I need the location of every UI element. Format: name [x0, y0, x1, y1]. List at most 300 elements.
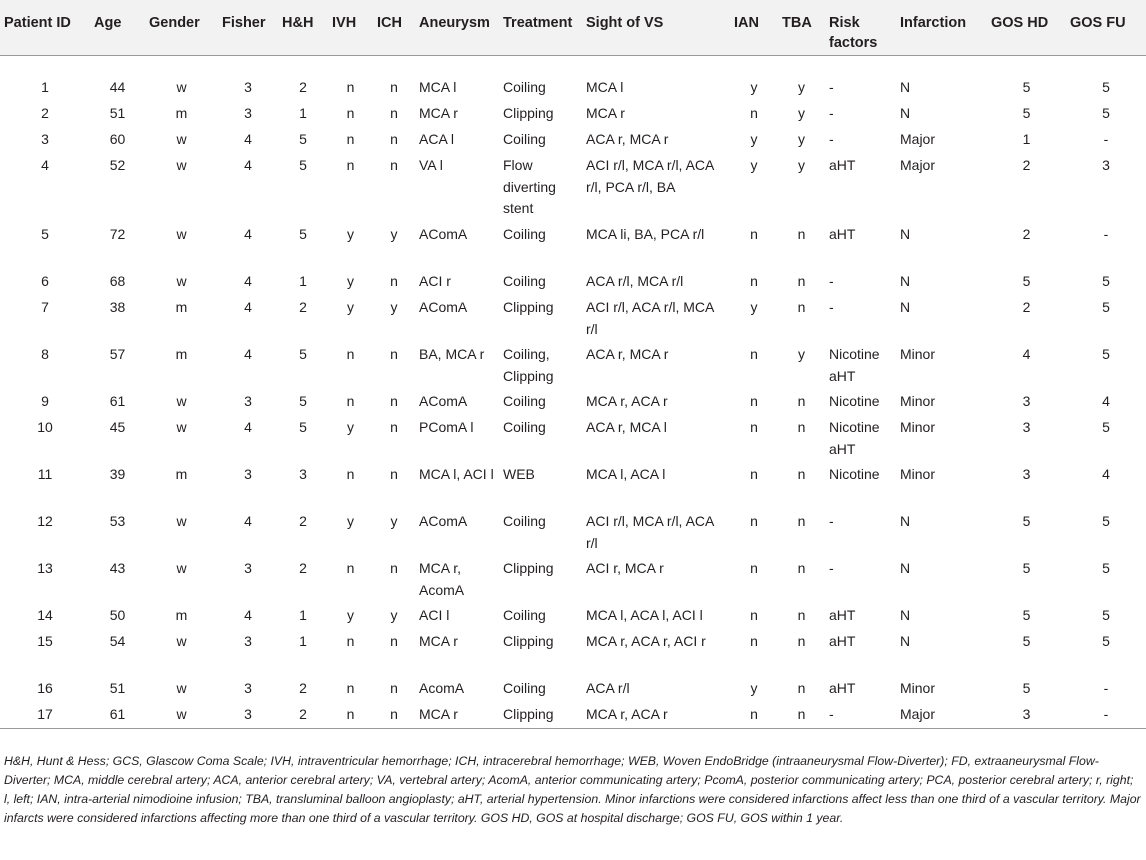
cell-gos-hd: 2	[1022, 299, 1031, 315]
cell-hh: 2	[299, 560, 307, 576]
table-row	[0, 271, 1146, 297]
cell-gos-fu: 5	[1102, 560, 1110, 576]
cell-aneurysm: AComA	[419, 299, 468, 315]
cell-hh: 5	[299, 131, 307, 147]
cell-infarction: Minor	[900, 419, 936, 435]
cell-tba: n	[797, 393, 806, 409]
cell-risk-factors: aHT	[829, 633, 856, 649]
table-row	[0, 297, 1146, 344]
cell-aneurysm: PComA l	[419, 419, 474, 435]
header-risk-factors: Risk factors	[825, 0, 896, 55]
cell-infarction: N	[900, 226, 911, 242]
cell-infarction: Major	[900, 131, 936, 147]
cell-ich: n	[390, 466, 398, 482]
cell-gos-fu: 5	[1102, 607, 1110, 623]
cell-infarction: Major	[900, 157, 936, 173]
cell-tba: y	[798, 157, 805, 173]
cell-sight-of-vs: MCA l, ACA l, ACI l	[586, 607, 703, 623]
cell-ivh: n	[346, 706, 355, 722]
cell-sight-of-vs: ACA r, MCA r	[586, 346, 669, 362]
cell-hh: 5	[299, 419, 307, 435]
cell-age: 68	[109, 273, 126, 289]
cell-hh: 2	[299, 706, 307, 722]
cell-infarction: N	[900, 79, 911, 95]
cell-gender: w	[176, 131, 187, 147]
cell-infarction: N	[900, 273, 911, 289]
cell-fisher: 3	[244, 79, 252, 95]
cell-patient-id: 16	[37, 680, 53, 696]
cell-treatment: Coiling	[503, 226, 546, 242]
cell-treatment: Clipping	[503, 299, 554, 315]
cell-gos-fu: 5	[1102, 419, 1110, 435]
cell-fisher: 4	[244, 273, 252, 289]
cell-age: 61	[109, 393, 126, 409]
cell-infarction: Minor	[900, 466, 936, 482]
cell-ian: n	[750, 607, 758, 623]
table-row	[0, 464, 1146, 511]
cell-treatment: Coiling, Clipping	[503, 346, 554, 384]
cell-gos-hd: 1	[1022, 131, 1031, 147]
cell-age: 72	[109, 226, 126, 242]
cell-infarction: Major	[900, 706, 936, 722]
cell-gos-fu: -	[1103, 680, 1109, 696]
cell-risk-factors: -	[829, 706, 834, 722]
cell-hh: 1	[299, 607, 307, 623]
cell-sight-of-vs: ACA r, MCA l	[586, 419, 667, 435]
cell-sight-of-vs: ACI r/l, MCA r/l, ACA r/l	[586, 513, 714, 551]
cell-ian: y	[750, 131, 758, 147]
cell-tba: y	[798, 131, 805, 147]
cell-age: 43	[109, 560, 126, 576]
cell-age: 53	[109, 513, 126, 529]
cell-ivh: y	[347, 226, 354, 242]
cell-sight-of-vs: ACI r/l, MCA r/l, ACA r/l, PCA r/l, BA	[586, 157, 714, 195]
cell-gender: w	[176, 560, 187, 576]
cell-gender: w	[176, 273, 187, 289]
cell-ich: n	[390, 633, 398, 649]
cell-sight-of-vs: MCA r, ACA r	[586, 393, 668, 409]
table-row	[0, 558, 1146, 605]
cell-risk-factors: Nicotine	[829, 466, 880, 482]
cell-infarction: N	[900, 299, 911, 315]
cell-aneurysm: AcomA	[419, 680, 465, 696]
cell-aneurysm: MCA r	[419, 105, 458, 121]
cell-gender: w	[176, 79, 187, 95]
cell-ich: y	[390, 226, 398, 242]
cell-ich: n	[390, 273, 398, 289]
cell-gender: w	[176, 633, 187, 649]
cell-treatment: Flow diverting stent	[503, 157, 556, 216]
cell-gender: m	[175, 105, 188, 121]
table-row	[0, 344, 1146, 391]
header-sight-of-vs: Sight of VS	[582, 0, 730, 55]
cell-gos-fu: 5	[1102, 105, 1110, 121]
cell-tba: n	[797, 466, 806, 482]
cell-treatment: Clipping	[503, 706, 554, 722]
cell-risk-factors: -	[829, 79, 834, 95]
table-row	[0, 704, 1146, 728]
cell-aneurysm: VA l	[419, 157, 443, 173]
cell-treatment: Coiling	[503, 513, 546, 529]
cell-tba: n	[797, 607, 806, 623]
cell-fisher: 3	[244, 560, 252, 576]
cell-risk-factors: -	[829, 273, 834, 289]
cell-fisher: 3	[244, 680, 252, 696]
cell-aneurysm: MCA r, AcomA	[419, 560, 465, 598]
cell-patient-id: 12	[37, 513, 53, 529]
cell-gos-hd: 5	[1022, 513, 1031, 529]
cell-ian: n	[750, 419, 758, 435]
cell-ian: n	[750, 560, 758, 576]
cell-ivh: n	[346, 633, 355, 649]
table-spacer	[0, 55, 1146, 77]
cell-sight-of-vs: MCA r, ACA r, ACI r	[586, 633, 706, 649]
cell-gos-fu: -	[1103, 706, 1109, 722]
cell-gos-fu: 5	[1102, 513, 1110, 529]
cell-ich: n	[390, 680, 398, 696]
cell-ivh: n	[346, 131, 355, 147]
cell-gos-hd: 3	[1022, 466, 1031, 482]
cell-sight-of-vs: ACI r, MCA r	[586, 560, 664, 576]
cell-age: 61	[109, 706, 126, 722]
cell-risk-factors: Nicotine aHT	[829, 346, 880, 384]
cell-age: 50	[109, 607, 126, 623]
cell-patient-id: 2	[41, 105, 49, 121]
cell-age: 44	[109, 79, 126, 95]
cell-risk-factors: aHT	[829, 157, 856, 173]
cell-patient-id: 5	[41, 226, 49, 242]
cell-tba: n	[797, 706, 806, 722]
cell-aneurysm: MCA l, ACI l	[419, 466, 494, 482]
cell-ivh: y	[347, 607, 354, 623]
cell-aneurysm: ACA l	[419, 131, 455, 147]
cell-fisher: 3	[244, 105, 252, 121]
cell-sight-of-vs: ACA r, MCA r	[586, 131, 669, 147]
cell-gos-hd: 5	[1022, 273, 1031, 289]
header-tba: TBA	[778, 0, 825, 55]
cell-tba: n	[797, 419, 806, 435]
cell-infarction: N	[900, 607, 911, 623]
cell-gos-fu: 4	[1102, 393, 1110, 409]
cell-gender: m	[175, 299, 188, 315]
cell-gos-fu: -	[1103, 226, 1109, 242]
cell-gos-fu: 5	[1102, 299, 1110, 315]
cell-gos-hd: 5	[1022, 105, 1031, 121]
cell-fisher: 4	[244, 226, 252, 242]
table-row	[0, 391, 1146, 417]
cell-sight-of-vs: MCA r	[586, 105, 625, 121]
table-row	[0, 631, 1146, 678]
cell-patient-id: 4	[41, 157, 49, 173]
header-treatment: Treatment	[499, 0, 582, 55]
cell-gender: w	[176, 226, 187, 242]
header-ivh: IVH	[328, 0, 373, 55]
cell-gender: w	[176, 680, 187, 696]
cell-aneurysm: AComA	[419, 513, 468, 529]
cell-fisher: 4	[244, 607, 252, 623]
cell-gos-hd: 5	[1022, 633, 1031, 649]
cell-infarction: N	[900, 105, 911, 121]
cell-age: 51	[109, 680, 126, 696]
cell-patient-id: 6	[41, 273, 49, 289]
cell-ivh: y	[347, 419, 354, 435]
table-row	[0, 224, 1146, 271]
cell-tba: n	[797, 560, 806, 576]
cell-gos-hd: 5	[1022, 607, 1031, 623]
cell-hh: 1	[299, 273, 307, 289]
cell-gos-fu: 3	[1102, 157, 1110, 173]
cell-gender: m	[175, 607, 188, 623]
cell-ivh: n	[346, 680, 355, 696]
cell-hh: 5	[299, 393, 307, 409]
cell-hh: 2	[299, 513, 307, 529]
cell-gos-hd: 2	[1022, 226, 1031, 242]
header-hh: H&H	[278, 0, 328, 55]
table-header-row	[0, 0, 1146, 55]
cell-gender: m	[175, 346, 188, 362]
cell-gos-hd: 2	[1022, 157, 1031, 173]
cell-ivh: y	[347, 299, 354, 315]
cell-ivh: y	[347, 513, 354, 529]
table-body	[0, 55, 1146, 728]
cell-treatment: Coiling	[503, 79, 546, 95]
cell-aneurysm: AComA	[419, 393, 468, 409]
cell-treatment: WEB	[503, 466, 535, 482]
table-row	[0, 103, 1146, 129]
cell-hh: 1	[299, 633, 307, 649]
cell-gos-hd: 5	[1022, 560, 1031, 576]
cell-tba: n	[797, 633, 806, 649]
cell-gender: w	[176, 513, 187, 529]
cell-aneurysm: MCA l	[419, 79, 457, 95]
cell-ian: y	[750, 79, 758, 95]
cell-ich: n	[390, 157, 398, 173]
cell-ian: n	[750, 346, 758, 362]
cell-fisher: 4	[244, 299, 252, 315]
cell-ich: n	[390, 393, 398, 409]
cell-ich: y	[390, 607, 398, 623]
cell-ian: y	[750, 680, 758, 696]
cell-hh: 5	[299, 346, 307, 362]
cell-tba: y	[798, 346, 805, 362]
cell-gos-hd: 4	[1022, 346, 1031, 362]
cell-ivh: n	[346, 560, 355, 576]
cell-patient-id: 3	[41, 131, 49, 147]
cell-ich: n	[390, 346, 398, 362]
cell-ivh: y	[347, 273, 354, 289]
cell-ian: n	[750, 226, 758, 242]
cell-infarction: Minor	[900, 346, 936, 362]
cell-hh: 1	[299, 105, 307, 121]
cell-ich: n	[390, 131, 398, 147]
cell-age: 51	[109, 105, 126, 121]
cell-age: 52	[109, 157, 126, 173]
table-row	[0, 155, 1146, 224]
cell-age: 57	[109, 346, 126, 362]
cell-gos-fu: 5	[1102, 273, 1110, 289]
cell-risk-factors: -	[829, 299, 834, 315]
cell-gos-fu: 5	[1102, 79, 1110, 95]
cell-patient-id: 10	[37, 419, 53, 435]
cell-gos-hd: 3	[1022, 419, 1031, 435]
header-fisher: Fisher	[218, 0, 278, 55]
cell-ivh: n	[346, 105, 355, 121]
cell-sight-of-vs: MCA li, BA, PCA r/l	[586, 226, 705, 242]
cell-gos-fu: -	[1103, 131, 1109, 147]
cell-gos-fu: 5	[1102, 346, 1110, 362]
cell-ich: y	[390, 513, 398, 529]
cell-infarction: Minor	[900, 680, 936, 696]
cell-aneurysm: ACI r	[419, 273, 451, 289]
table-footnote: H&H, Hunt & Hess; GCS, Glascow Coma Scale; IVH, intraventricular hemorrhage; ICH, intracerebral hemorrhage; WEB, Woven EndoBridge (intraaneurysmal Flow-Diverter); FD, extraaneurysmal Flow-Diverter; MCA, middle cerebral artery; ACA, anterior cerebral artery; VA, vertebral artery; AcomA, anterior communicating artery; PcomA, posterior communicating artery; PCA, posterior cerebral artery; r, right; l, left; IAN, intra-arterial nimodioine infusion; TBA, transluminal balloon angioplasty; aHT, arterial hypertension. Minor infarctions were considered infarctions affect less than one third of a vascular territory. Major infarcts were considered infarctions affecting more than one third of a vascular territory. GOS HD, GOS at hospital discharge; GOS FU, GOS within 1 year.	[4, 754, 1141, 825]
cell-fisher: 3	[244, 633, 252, 649]
cell-risk-factors: -	[829, 131, 834, 147]
cell-tba: n	[797, 513, 806, 529]
cell-risk-factors: aHT	[829, 226, 856, 242]
cell-sight-of-vs: ACI r/l, ACA r/l, MCA r/l	[586, 299, 714, 337]
cell-ich: n	[390, 105, 398, 121]
cell-age: 38	[109, 299, 126, 315]
cell-patient-id: 11	[37, 466, 53, 482]
cell-fisher: 3	[244, 706, 252, 722]
header-aneurysm: Aneurysm	[415, 0, 499, 55]
cell-gos-hd: 5	[1022, 680, 1031, 696]
cell-gos-hd: 5	[1022, 79, 1031, 95]
cell-ian: n	[750, 105, 758, 121]
header-gos-fu: GOS FU	[1066, 0, 1146, 55]
cell-patient-id: 17	[37, 706, 53, 722]
cell-ich: y	[390, 299, 398, 315]
cell-aneurysm: MCA r	[419, 633, 458, 649]
cell-sight-of-vs: MCA r, ACA r	[586, 706, 668, 722]
cell-treatment: Clipping	[503, 560, 554, 576]
cell-ian: y	[750, 157, 758, 173]
cell-ian: n	[750, 393, 758, 409]
cell-sight-of-vs: MCA l, ACA l	[586, 466, 666, 482]
cell-sight-of-vs: ACA r/l	[586, 680, 630, 696]
cell-age: 39	[109, 466, 126, 482]
cell-risk-factors: aHT	[829, 680, 856, 696]
cell-treatment: Coiling	[503, 607, 546, 623]
cell-hh: 3	[299, 466, 307, 482]
cell-ian: n	[750, 633, 758, 649]
cell-ich: n	[390, 419, 398, 435]
cell-tba: n	[797, 226, 806, 242]
header-age: Age	[90, 0, 145, 55]
cell-gender: w	[176, 419, 187, 435]
cell-gos-hd: 3	[1022, 706, 1031, 722]
cell-tba: n	[797, 299, 806, 315]
cell-tba: n	[797, 680, 806, 696]
cell-patient-id: 13	[37, 560, 53, 576]
cell-infarction: N	[900, 633, 911, 649]
cell-fisher: 4	[244, 513, 252, 529]
cell-risk-factors: -	[829, 105, 834, 121]
cell-age: 54	[109, 633, 126, 649]
cell-ian: y	[750, 299, 758, 315]
cell-patient-id: 15	[37, 633, 53, 649]
header-gos-hd: GOS HD	[987, 0, 1066, 55]
cell-risk-factors: Nicotine	[829, 393, 880, 409]
cell-aneurysm: MCA r	[419, 706, 458, 722]
cell-ian: n	[750, 466, 758, 482]
cell-sight-of-vs: ACA r/l, MCA r/l	[586, 273, 684, 289]
cell-ich: n	[390, 706, 398, 722]
cell-patient-id: 9	[41, 393, 49, 409]
cell-ivh: n	[346, 393, 355, 409]
cell-fisher: 4	[244, 346, 252, 362]
cell-aneurysm: ACI l	[419, 607, 450, 623]
cell-treatment: Clipping	[503, 105, 554, 121]
cell-infarction: N	[900, 513, 911, 529]
cell-ivh: n	[346, 79, 355, 95]
cell-ivh: n	[346, 466, 355, 482]
cell-gender: w	[176, 157, 187, 173]
header-gender: Gender	[145, 0, 218, 55]
cell-tba: y	[798, 79, 805, 95]
cell-infarction: Minor	[900, 393, 936, 409]
cell-ivh: n	[346, 157, 355, 173]
cell-age: 45	[109, 419, 126, 435]
cell-hh: 2	[299, 299, 307, 315]
table-row	[0, 678, 1146, 704]
header-infarction: Infarction	[896, 0, 987, 55]
header-ich: ICH	[373, 0, 415, 55]
cell-gos-fu: 5	[1102, 633, 1110, 649]
cell-hh: 5	[299, 157, 307, 173]
cell-treatment: Coiling	[503, 273, 546, 289]
cell-gos-fu: 4	[1102, 466, 1110, 482]
cell-infarction: N	[900, 560, 911, 576]
table-row	[0, 511, 1146, 558]
cell-age: 60	[109, 131, 126, 147]
cell-fisher: 4	[244, 131, 252, 147]
cell-treatment: Coiling	[503, 131, 546, 147]
cell-ian: n	[750, 513, 758, 529]
cell-ian: n	[750, 273, 758, 289]
cell-fisher: 3	[244, 466, 252, 482]
cell-risk-factors: -	[829, 513, 834, 529]
cell-ich: n	[390, 560, 398, 576]
cell-risk-factors: -	[829, 560, 834, 576]
cell-tba: n	[797, 273, 806, 289]
header-ian: IAN	[730, 0, 778, 55]
cell-gender: w	[176, 706, 187, 722]
cell-fisher: 4	[244, 419, 252, 435]
cell-patient-id: 14	[37, 607, 53, 623]
cell-patient-id: 1	[41, 79, 49, 95]
cell-ich: n	[390, 79, 398, 95]
cell-ian: n	[750, 706, 758, 722]
cell-risk-factors: Nicotine aHT	[829, 419, 880, 457]
cell-risk-factors: aHT	[829, 607, 856, 623]
cell-ivh: n	[346, 346, 355, 362]
cell-fisher: 3	[244, 393, 252, 409]
cell-aneurysm: AComA	[419, 226, 468, 242]
table-row	[0, 77, 1146, 103]
cell-aneurysm: BA, MCA r	[419, 346, 485, 362]
cell-patient-id: 8	[41, 346, 49, 362]
cell-patient-id: 7	[41, 299, 49, 315]
cell-fisher: 4	[244, 157, 252, 173]
cell-hh: 2	[299, 680, 307, 696]
cell-treatment: Coiling	[503, 393, 546, 409]
header-patient-id: Patient ID	[0, 0, 90, 55]
cell-gender: m	[175, 466, 188, 482]
cell-gos-hd: 3	[1022, 393, 1031, 409]
cell-gender: w	[176, 393, 187, 409]
cell-sight-of-vs: MCA l	[586, 79, 624, 95]
